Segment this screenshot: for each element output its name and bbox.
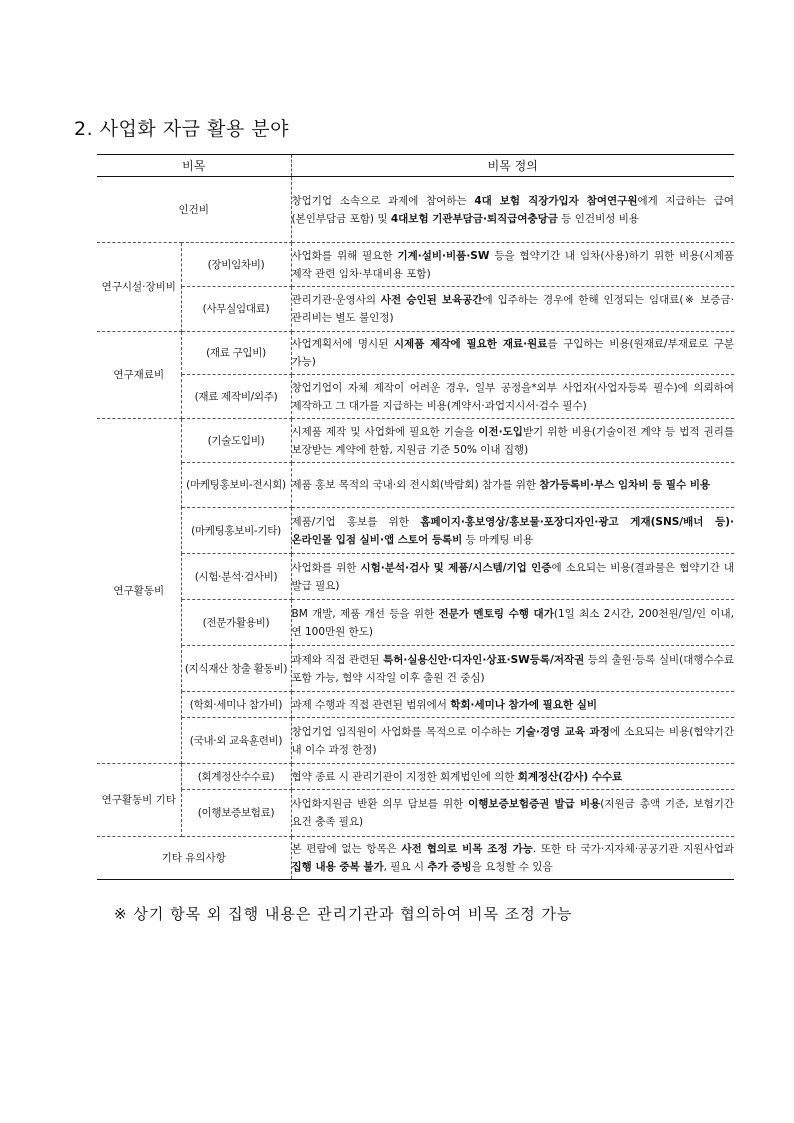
table-row	[97, 419, 734, 463]
subcategory-cell: (지식재산 창출 활동비)	[181, 646, 291, 692]
definition-cell: 사업계획서에 명시된 시제품 제작에 필요한 재료·원료를 구입하는 비용(원재료/부재료로 구분 가능)	[291, 332, 734, 375]
subcategory-cell: (전문가활용비)	[181, 600, 291, 646]
definition-cell: BM 개발, 제품 개선 등을 위한 전문가 멘토링 수행 대가(1일 최소 2시간, 200천원/일/인 이내, 연 100만원 한도)	[291, 600, 734, 646]
category-cell: 연구시설·장비비	[97, 243, 181, 332]
subcategory-cell: (학회·세미나 참가비)	[181, 692, 291, 718]
table-row	[97, 177, 734, 243]
table-row	[97, 332, 734, 375]
definition-cell: 시제품 제작 및 사업화에 필요한 기술을 이전·도입받기 위한 비용(기술이전 계약 등 법적 권리를 보장받는 계약에 한함, 지원금 기준 50% 이내 집행)	[291, 419, 734, 463]
definition-cell: 제품 홍보 목적의 국내·외 전시회(박람회) 참가를 위한 참가등록비·부스 임차비 등 필수 비용	[291, 463, 734, 508]
subcategory-cell: (마케팅홍보비-기타)	[181, 508, 291, 554]
subcategory-cell: (재료 제작비/외주)	[181, 375, 291, 419]
table-row	[97, 243, 734, 287]
category-cell: 기타 유의사항	[97, 837, 291, 880]
definition-cell: 창업기업이 자체 제작이 어려운 경우, 일부 공정을*외부 사업자(사업자등록 필수)에 의뢰하여 제작하고 그 대가를 지급하는 비용(계약서·과업지시서·검수 필수)	[291, 375, 734, 419]
category-cell: 연구활동비 기타	[97, 764, 181, 837]
table-row	[97, 692, 734, 718]
subcategory-cell: (기술도입비)	[181, 419, 291, 463]
subcategory-cell: (시험·분석·검사비)	[181, 554, 291, 600]
table-header-row	[97, 155, 734, 177]
table-row	[97, 600, 734, 646]
definition-cell: 과제 수행과 직접 관련된 범위에서 학회·세미나 참가에 필요한 실비	[291, 692, 734, 718]
subcategory-cell: (회계정산수수료)	[181, 764, 291, 790]
expense-category-table	[97, 154, 734, 880]
subcategory-cell: (사무실임대료)	[181, 287, 291, 332]
table-row	[97, 718, 734, 764]
table-row	[97, 287, 734, 332]
subcategory-cell: (마케팅홍보비-전시회)	[181, 463, 291, 508]
definition-cell: 과제와 직접 관련된 특허·실용신안·디자인·상표·SW등록/저작권 등의 출원·등록 실비(대행수수료 포함 가능, 협약 시작일 이후 출원 건 중심)	[291, 646, 734, 692]
table-row	[97, 837, 734, 880]
table-row	[97, 554, 734, 600]
header-definition: 비목 정의	[291, 155, 734, 177]
category-cell: 인건비	[97, 177, 291, 243]
section-heading: 2. 사업화 자금 활용 분야	[74, 118, 289, 140]
definition-cell: 협약 종료 시 관리기관이 지정한 회계법인에 의한 회계정산(감사) 수수료	[291, 764, 734, 790]
table-row	[97, 463, 734, 508]
table-row	[97, 790, 734, 837]
table-row	[97, 375, 734, 419]
category-cell: 연구재료비	[97, 332, 181, 419]
definition-cell: 사업화를 위한 시험·분석·검사 및 제품/시스템/기업 인증에 소요되는 비용(결과물은 협약기간 내 발급 필요)	[291, 554, 734, 600]
subcategory-cell: (이행보증보험료)	[181, 790, 291, 837]
header-category: 비목	[97, 155, 291, 177]
footer-note: ※ 상기 항목 외 집행 내용은 관리기관과 협의하여 비목 조정 가능	[114, 905, 573, 923]
table-row	[97, 764, 734, 790]
category-cell: 연구활동비	[97, 419, 181, 764]
definition-cell: 관리기관·운영사의 사전 승인된 보육공간에 입주하는 경우에 한해 인정되는 임대료(※ 보증금·관리비는 별도 불인정)	[291, 287, 734, 332]
definition-cell: 창업기업 소속으로 과제에 참여하는 4대 보험 직장가입자 참여연구원에게 지급하는 급여(본인부담금 포함) 및 4대보험 기관부담금·퇴직급여충당금 등 인건비성 비용	[291, 177, 734, 243]
definition-cell: 본 편람에 없는 항목은 사전 협의로 비목 조정 가능. 또한 타 국가·지자체·공공기관 지원사업과 집행 내용 중복 불가, 필요 시 추가 증빙을 요청할 수 있음	[291, 837, 734, 880]
definition-cell: 사업화를 위해 필요한 기계·설비·비품·SW 등을 협약기간 내 임차(사용)하기 위한 비용(시제품 제작 관련 임차·부대비용 포함)	[291, 243, 734, 287]
subcategory-cell: (국내·외 교육훈련비)	[181, 718, 291, 764]
subcategory-cell: (재료 구입비)	[181, 332, 291, 375]
definition-cell: 제품/기업 홍보를 위한 홈페이지·홍보영상/홍보물·포장디자인·광고 게재(SNS/배너 등)·온라인몰 입점 실비·앱 스토어 등록비 등 마케팅 비용	[291, 508, 734, 554]
table-row	[97, 508, 734, 554]
table-row	[97, 646, 734, 692]
subcategory-cell: (장비임차비)	[181, 243, 291, 287]
definition-cell: 사업화지원금 반환 의무 담보를 위한 이행보증보험증권 발급 비용(지원금 총액 기준, 보험기간 요건 충족 필요)	[291, 790, 734, 837]
definition-cell: 창업기업 임직원이 사업화를 목적으로 이수하는 기술·경영 교육 과정에 소요되는 비용(협약기간 내 이수 과정 한정)	[291, 718, 734, 764]
